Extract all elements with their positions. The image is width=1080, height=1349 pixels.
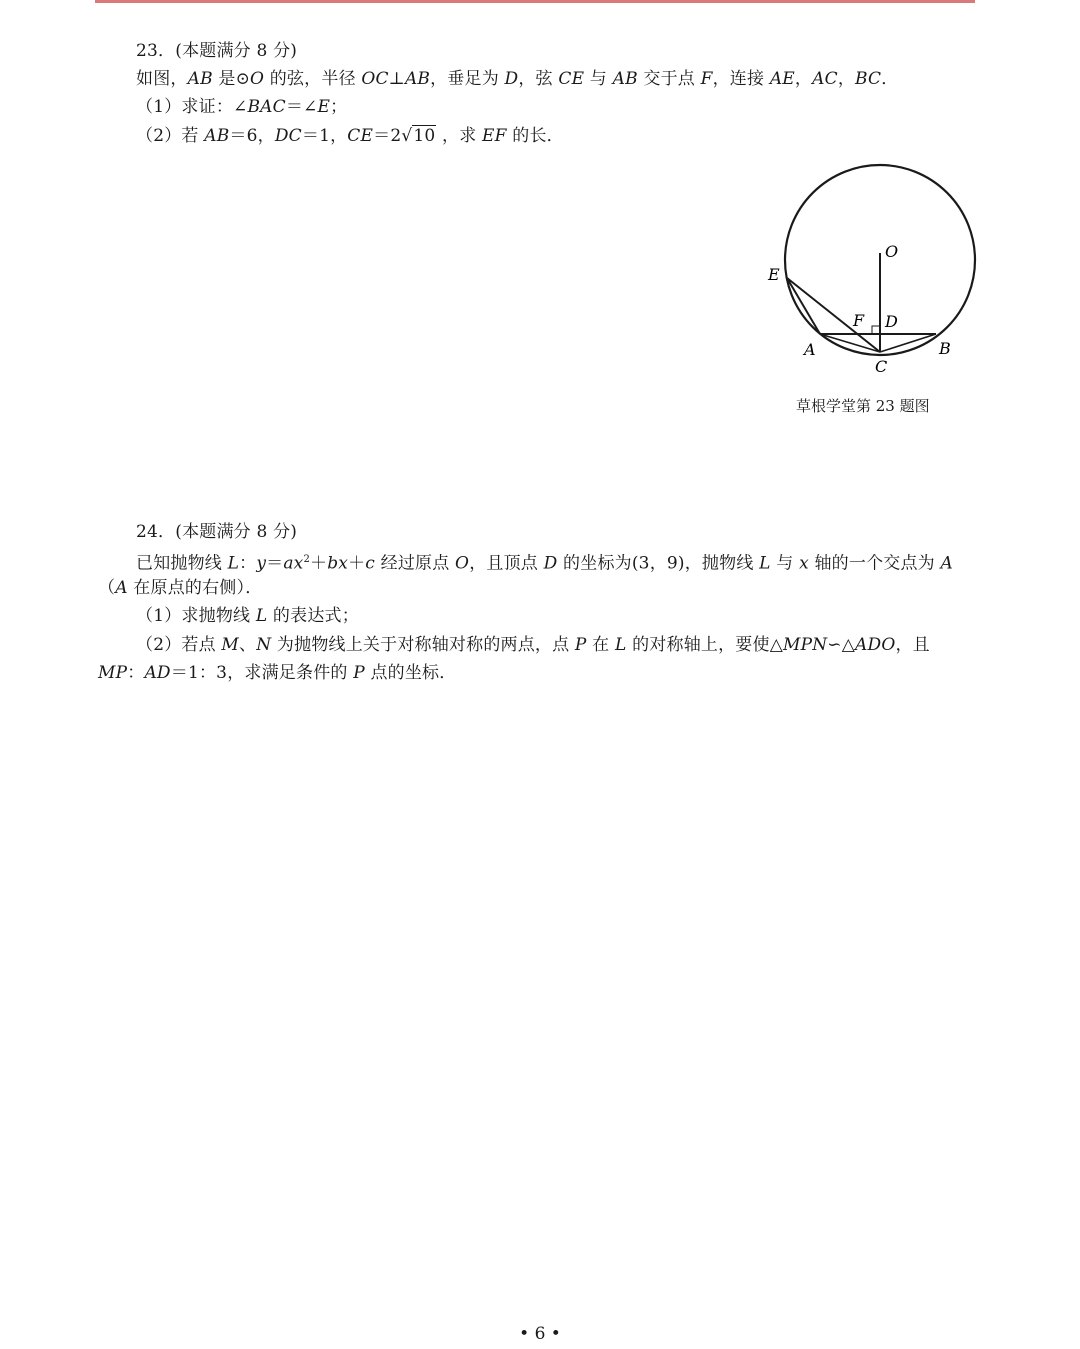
q23-part2 [136,125,564,147]
q24-text: ： [239,553,257,574]
q24-var: c [365,553,376,574]
q24-var: ADO [855,635,896,655]
q23-stem-var: D [504,69,519,89]
label-o: O [885,242,899,261]
label-b: B [939,339,951,358]
q23-part2-text: ＝2 [373,126,402,146]
q23-stem-var: BC [855,69,882,89]
q23-stem [136,68,898,90]
q24-text: 为抛物线上关于对称轴对称的两点，点 [271,635,575,655]
q24-text: 轴的一个交点为 [808,553,941,574]
q23-stem-text: ． [881,69,899,89]
q23-stem-var: AB [404,69,431,89]
q24-text: ，且顶点 [469,553,544,574]
sqrt-sign: √ [401,126,413,146]
q23-part1 [136,96,347,118]
q23-part2-var: AB [204,126,230,146]
q23-part2-text: （2）若 [136,126,205,146]
q23-stem-text: 是⊙ [212,69,251,89]
q24-var: x [799,553,809,574]
q24-text: ＝ [266,553,284,574]
q24-var: y [256,553,267,574]
q23-stem-text: 交于点 [637,69,701,89]
q23-part1-text: （1）求证：∠ [136,97,248,117]
q23-header: 23．(本题满分 8 分) [136,41,298,61]
q23-part1-var: BAC [247,97,286,117]
q23-stem-text: 与 [584,69,613,89]
q23-stem-var: AE [769,69,795,89]
q24-var: ax [283,553,304,574]
q23-stem-var: O [250,69,265,89]
q23-stem-text: 的弦，半径 [264,69,362,89]
q24-part2-line1 [136,634,930,656]
q24-text: 的表达式； [267,606,359,626]
q24-var: M [221,635,240,655]
q23-stem-var: AB [612,69,638,89]
q24-text: 在原点的右侧）． [127,578,263,598]
sqrt-expression [401,125,436,147]
q23-part2-text: ，求 [436,126,483,146]
q24-var: L [759,553,771,574]
q24-text: 经过原点 [375,553,456,574]
q23-figure [760,160,990,380]
q23-stem-text: ， [837,69,856,89]
q24-text: ： [127,663,145,683]
q24-text: ＋ [310,553,328,574]
q24-text: ＝1：3，求满足条件的 [170,663,354,683]
q23-part1-var: E [317,97,331,117]
q23-part2-var: DC [274,126,302,146]
q24-part2-line2 [98,662,456,684]
page-number: • 6 • [519,1324,561,1344]
q24-part1 [136,605,359,627]
label-e: E [768,265,780,284]
q24-var: L [614,635,627,655]
circle-diagram [760,160,990,380]
label-a: A [804,340,816,359]
q23-stem-var: OC [361,69,389,89]
q23-stem-text: ⊥ [388,69,405,89]
q24-var: D [543,553,558,574]
q24-text: ，且 [895,635,930,655]
q24-var: bx [327,553,349,574]
q23-part2-text: ＝6， [229,126,275,146]
q23-part1-text: ＝∠ [285,97,318,117]
q23-stem-text: 如图， [136,69,188,89]
q24-text: 已知抛物线 [136,553,228,574]
q24-text: （1）求抛物线 [136,606,256,626]
label-f: F [853,311,865,330]
q23-part2-var: CE [347,126,374,146]
q24-text: 与 [770,553,800,574]
q24-var: AD [144,663,171,683]
q24-var: MPN [782,635,828,655]
q24-var: P [353,663,365,683]
right-angle-mark [872,326,880,334]
q24-text: 的坐标为(3，9)，抛物线 [557,553,760,574]
q24-exponent: 2 [303,554,311,565]
q23-stem-var: AC [812,69,838,89]
segment-ae [787,278,820,334]
q24-var: L [227,553,240,574]
q24-text: ＋ [348,553,366,574]
q24-var: N [256,635,272,655]
q24-line1 [136,549,953,575]
q24-text: （ [98,578,116,598]
q23-stem-var: CE [558,69,585,89]
q24-var: A [115,578,128,598]
figure-caption: 草根学堂第 23 题图 [796,397,930,415]
q24-header: 24．(本题满分 8 分) [136,522,298,542]
q23-part1-text: ； [330,97,348,117]
q24-text: 点的坐标． [364,663,457,683]
q23-stem-var: AB [187,69,213,89]
q23-stem-var: F [700,69,713,89]
chord-ce [787,278,880,352]
q24-text: ∽△ [827,635,856,655]
label-c: C [875,357,888,376]
q24-text: 在 [586,635,615,655]
q24-var: A [940,553,953,574]
q23-stem-text: ，连接 [712,69,770,89]
label-d: D [885,312,898,331]
q24-text: 的对称轴上，要使△ [626,635,783,655]
q24-var: P [574,635,587,655]
q23-stem-text: ， [794,69,813,89]
q23-part2-var: EF [482,126,507,146]
top-rule [95,0,975,3]
q24-var: O [455,553,470,574]
q24-line2 [98,577,262,599]
q24-var: L [255,606,268,626]
q23-stem-text: ，弦 [518,69,559,89]
sqrt-radicand: 10 [413,126,436,146]
q23-stem-text: ，垂足为 [430,69,505,89]
q24-text: 、 [239,635,257,655]
q23-part2-text: 的长． [506,126,564,146]
q24-var: MP [98,663,128,683]
q23-part2-text: ＝1， [301,126,348,146]
q24-text: （2）若点 [136,635,222,655]
